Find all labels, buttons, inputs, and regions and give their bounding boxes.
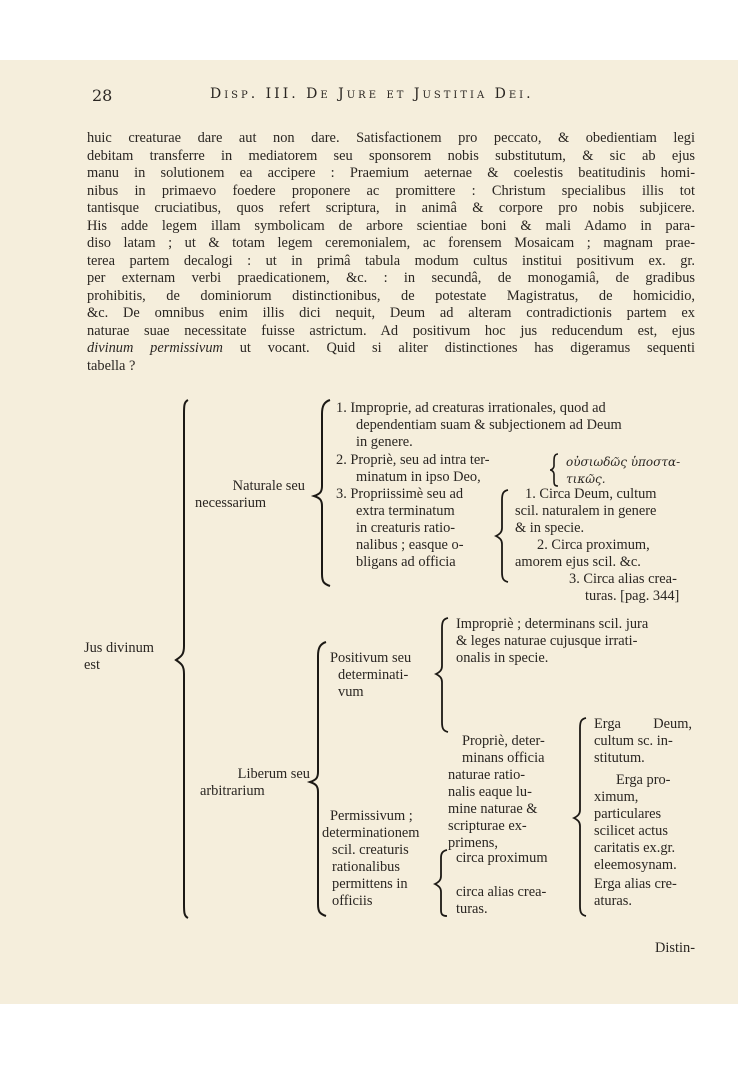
running-title: Disp. III. De Jure et Justitia Dei. (210, 86, 534, 102)
root-label: Jus divinum est (84, 640, 154, 673)
positivum-brace (434, 616, 454, 736)
naturale-item-3-subdivisions: 1. Circa Deum, cultum scil. naturalem in genere & in specie. 2. Circa proximum, amorem ejus scil. &c. 3. Circa alias crea- turas. [pag. 344] (515, 486, 680, 604)
body-line: tabella ? (87, 357, 136, 374)
greek-gloss: οὐσιωδῶς ὑποστα- τικῶς. (566, 455, 681, 486)
catchword: Distin- (655, 940, 695, 956)
body-line: nibus in primaevo foedere proponere ac promittere : Christum specialibus illis tot (87, 182, 695, 199)
proprie-brace (572, 716, 592, 920)
positivum-proprie: Propriè, deter- minans officia naturae ratio- nalis eaque lu- mine naturae & scripturae ex- primens, (448, 733, 545, 851)
body-line: tantisque cruciatibus, quos refert scriptura, in animâ & corpore pro nobis subjicere. (87, 200, 695, 216)
body-line: terea partem decalogi : ut in primâ tabula modum cultus institui positivum ex. gr. (87, 252, 695, 269)
body-line: manu in solutionem ea accipere : Praemium aeternae & coelestis beatitudinis homi- (87, 165, 695, 181)
body-line: prohibitis, de dominiorum distinctionibus, de potestate Magistratus, de homicidio, (87, 287, 695, 304)
naturale-item-1: 1. Improprie, ad creaturas irrationales, quod ad dependentiam suam & subjectionem ad Deum in genere. (336, 400, 622, 450)
page-header (0, 86, 738, 106)
body-line: per externam verbi praedicationem, &c. : in secundâ, de monogamiâ, de gradibus (87, 270, 695, 286)
body-line: His adde legem illam symbolicam de arbore scientiae boni & mali Adamo in para- (87, 217, 695, 234)
erga-deum: Erga Deum, cultum sc. in- stitutum. (594, 716, 692, 766)
permissivum-label: Permissivum ; determinationem scil. creaturis rationalibus permittens in officiis (322, 808, 420, 909)
liberum-label: Liberum seu arbitrarium (200, 766, 310, 799)
naturale-label: Naturale seu necessarium (195, 478, 305, 511)
item3-brace (494, 488, 514, 584)
positivum-improprie: Impropriè ; determinans scil. jura & leges naturae cujusque irrati- onalis in specie. (456, 616, 649, 666)
body-line: naturae suae necessitate fuisse astrictum. Ad positivum hoc jus reducendum est, ejus (87, 322, 695, 339)
greek-brace (548, 452, 562, 488)
naturale-item-2: 2. Propriè, seu ad intra ter- minatum in ipso Deo, (336, 452, 490, 485)
body-paragraph (87, 130, 695, 375)
body-line: huic creaturae dare aut non dare. Satisfactionem pro peccato, & obedientiam legi (87, 130, 695, 146)
body-line: debitam transferre in mediatorem seu sponsorem nobis substitutum, & sic ab ejus (87, 147, 695, 164)
body-line: diso latam ; ut & totam legem ceremonialem, ac forensem Mosaicam ; magnam prae- (87, 235, 695, 251)
permissivum-proximum: circa proximum (456, 850, 548, 866)
erga-alias: Erga alias cre- aturas. (594, 876, 677, 909)
page-number: 28 (92, 86, 113, 105)
body-line-rest: ut vocant. Quid si aliter distinctiones has digeramus sequenti (222, 340, 695, 356)
positivum-label: Positivum seu determinati- vum (330, 650, 412, 700)
naturale-brace (308, 398, 338, 588)
permissivum-brace (433, 848, 453, 918)
body-line-with-italic (87, 340, 695, 358)
naturale-item-3: 3. Propriissimè seu ad extra terminatum in creaturis ratio- nalibus ; easque o- bligans ad officia (336, 486, 464, 570)
root-brace (158, 398, 198, 920)
italic-term: divinum permissivum (87, 340, 223, 356)
erga-proximum: Erga pro- ximum, particulares scilicet actus caritatis ex.gr. eleemosynam. (594, 772, 677, 873)
body-line: &c. De omnibus enim illis dici nequit, Deum ad alteram contradictionis partem ex (87, 305, 695, 321)
permissivum-alias: circa alias crea- turas. (456, 884, 547, 917)
